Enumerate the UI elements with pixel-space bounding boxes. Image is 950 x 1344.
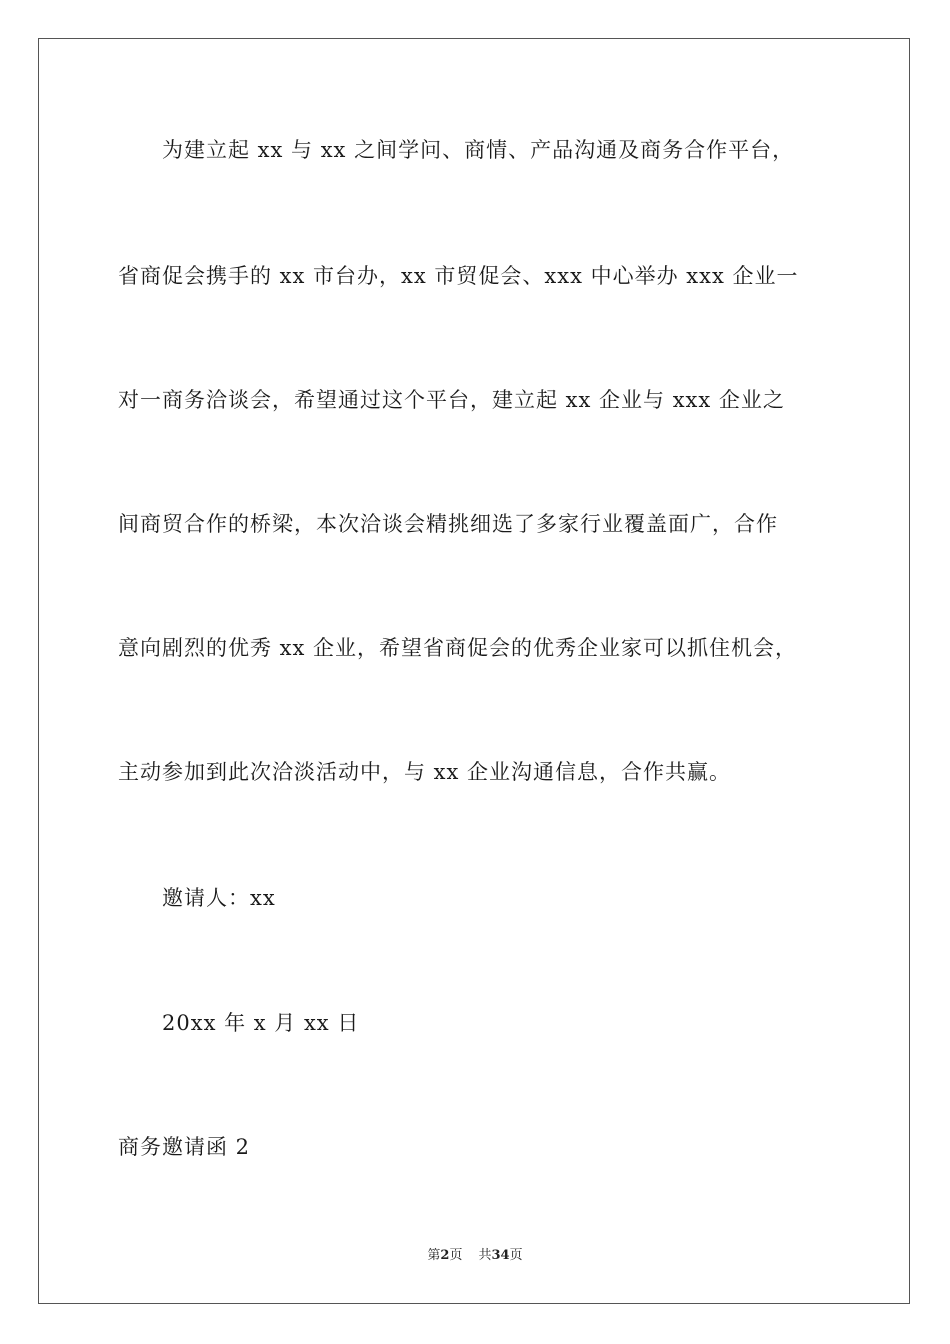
next-letter-title: 商务邀请函 2	[118, 1135, 251, 1159]
paragraph-line-4: 间商贸合作的桥梁，本次洽谈会精挑细选了多家行业覆盖面广，合作	[118, 512, 778, 536]
paragraph-line-5: 意向剧烈的优秀 xx 企业，希望省商促会的优秀企业家可以抓住机会，	[118, 636, 798, 660]
footer-total-prefix: 共	[478, 1248, 492, 1263]
paragraph-line-3: 对一商务洽谈会，希望通过这个平台，建立起 xx 企业与 xxx 企业之	[118, 388, 785, 412]
page-footer	[0, 1247, 950, 1265]
paragraph-line-6: 主动参加到此次洽淡活动中，与 xx 企业沟通信息，合作共赢。	[118, 760, 732, 784]
paragraph-line-1: 为建立起 xx 与 xx 之间学问、商情、产品沟通及商务合作平台，	[162, 138, 795, 162]
footer-total-pages: 34	[491, 1248, 510, 1263]
footer-total-suffix: 页	[509, 1248, 523, 1263]
inviter-line: 邀请人：xx	[162, 886, 276, 910]
date-line: 20xx 年 x 月 xx 日	[162, 1011, 360, 1035]
paragraph-line-2: 省商促会携手的 xx 市台办，xx 市贸促会、xxx 中心举办 xxx 企业一	[118, 264, 799, 288]
footer-page-prefix: 第	[427, 1248, 441, 1263]
footer-page-suffix: 页	[449, 1248, 463, 1263]
footer-page-number: 2	[440, 1248, 450, 1263]
page-border	[38, 38, 910, 1304]
